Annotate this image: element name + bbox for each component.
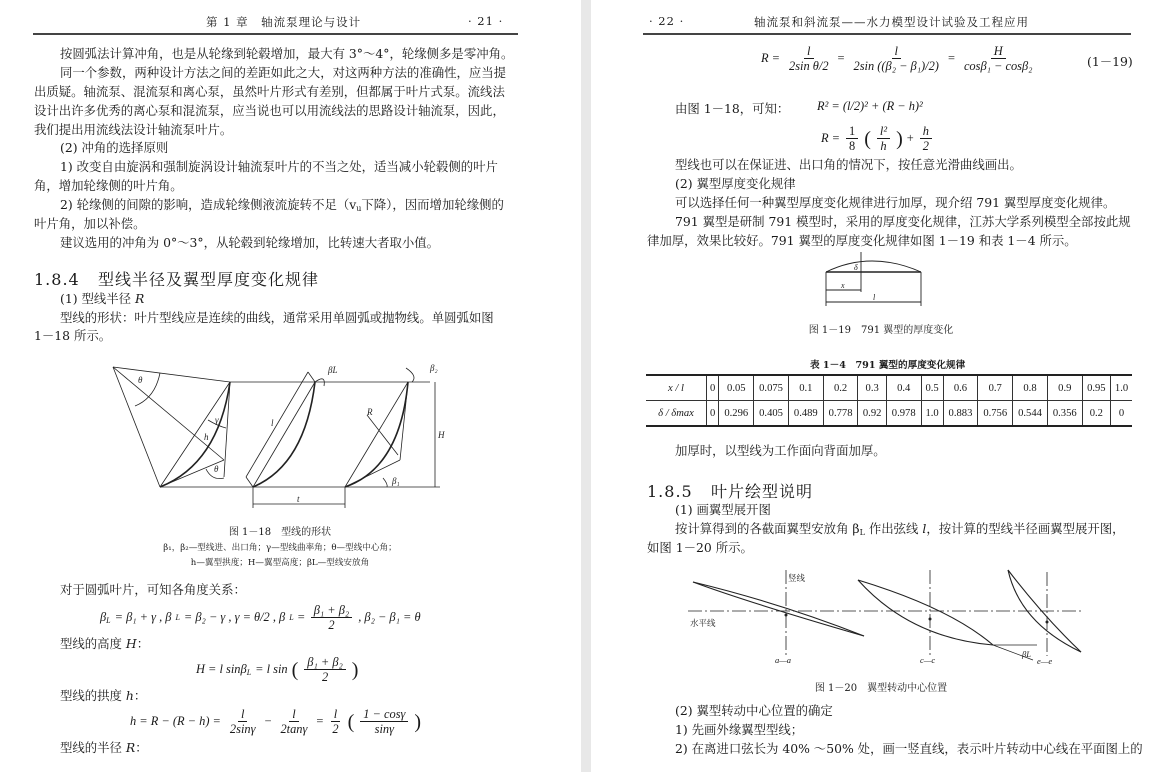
camber-equation: h = R − (R − h) = $\frac{l}{2\sin\gamma}$ − $\frac{l}{2\tan\gamma}$ = $\frac{l}{2}$ ( $\frac{1 - \cos\gamma}{\sin\gamma}$ ) — [130, 707, 422, 736]
equation-number: (1－19) — [1087, 54, 1133, 69]
svg-text:h: h — [204, 432, 209, 442]
thickness-table — [646, 374, 1132, 427]
chapter-header: 第 1 章 轴流泵理论与设计 — [206, 15, 362, 29]
figure-1-18-blade-profile — [100, 360, 460, 520]
header-rule — [33, 33, 518, 35]
paragraph: 出质疑。轴流泵、混流泵和离心泵，虽然叶片形式有差别，但都属于叶片式泵。流线法 — [34, 84, 505, 99]
paragraph: 叶片角，加以补偿。 — [34, 216, 146, 231]
table-title: 表 1－4 791 翼型的厚度变化规律 — [810, 360, 966, 371]
svg-text:R: R — [367, 407, 373, 417]
list-item: 2) 在离进口弦长为 40% ～50% 处，画一竖直线，表示叶片转动中心线在平面图上的 — [675, 741, 1143, 756]
section-heading: 1.8.4 型线半径及翼型厚度变化规律 — [34, 270, 319, 289]
paragraph: 型线的形状：叶片型线应是连续的曲线，通常采用单圆弧或抛物线。单圆弧如图 — [60, 310, 494, 325]
row-header: δ / δmax — [646, 401, 707, 427]
figure-caption: 图 1－19 791 翼型的厚度变化 — [808, 325, 954, 336]
figure-legend: h—翼型拱度；H—翼型高度；βL—型线安放角 — [190, 558, 370, 568]
page-gutter — [581, 0, 591, 772]
paragraph: 型线的拱度 h： — [60, 688, 147, 703]
figure-1-19-thickness — [821, 250, 951, 310]
svg-text:H: H — [438, 430, 445, 440]
paragraph: 加厚时，以型线为工作面向背面加厚。 — [675, 443, 886, 458]
header-rule — [643, 33, 1131, 35]
paragraph: 791 翼型是研制 791 模型时，采用的厚度变化规律，江苏大学系列模型全部按此规 — [675, 214, 1131, 229]
left-page — [0, 0, 581, 772]
angle-equation: $\beta_L$ = β₁ + γ , β L = β₂ − γ , γ = θ/2 , β L = $\frac{\text{β₁ + β₂}}{2}$ , β₂ − β₁ = θ — [100, 603, 421, 632]
equation-1-19: R = $\frac{l}{\text{2sin θ/2}}$ = $\frac{l}{\text{2sin ((β₂ − β₁)/2)}}$ = $\frac{H}{\text{cosβ₁ − cosβ₂}}$ — [761, 44, 1033, 73]
svg-text:e—e: e—e — [1037, 656, 1053, 666]
list-item: 1) 先画外缘翼型型线； — [675, 722, 804, 737]
paragraph: 按计算得到的各截面翼型安放角 $\beta_L$ 作出弦线 l，按计算的型线半径画翼型展开图， — [675, 521, 1125, 537]
paragraph: 2) 轮缘侧的间隙的影响，造成轮缘侧液流旋转不足（$v_u$下降），因而增加轮缘侧的 — [60, 197, 504, 213]
svg-text:δ: δ — [854, 263, 858, 272]
svg-text:c—c: c—c — [920, 655, 936, 665]
svg-text:β₂: β₂ — [430, 363, 438, 373]
subheading: (1) 型线半径 R — [60, 291, 145, 306]
svg-text:t: t — [297, 494, 300, 504]
svg-text:θ: θ — [214, 464, 219, 474]
book-title-header: 轴流泵和斜流泵——水力模型设计试验及工程应用 — [754, 15, 1029, 29]
figure-legend: β₁，β₂—型线进、出口角；γ—型线曲率角；θ—型线中心角； — [163, 543, 397, 553]
svg-text:l: l — [873, 293, 876, 302]
svg-text:θ: θ — [138, 375, 143, 385]
paragraph: 我们提出用流线法设计轴流泵叶片。 — [34, 122, 233, 137]
svg-text:水平线: 水平线 — [690, 618, 716, 628]
paragraph: 角，增加轮缘侧的叶片角。 — [34, 178, 183, 193]
equation-r: R = $\frac{1}{8}$ ( $\frac{\text{l²}}{h}$ ) + $\frac{h}{2}$ — [821, 124, 934, 153]
page-number: · 21 · — [468, 14, 504, 28]
svg-text:γ: γ — [215, 415, 219, 425]
paragraph: 型线的高度 H： — [60, 636, 150, 651]
section-heading: 1.8.5 叶片绘型说明 — [647, 482, 813, 501]
equation-r-squared: R² = (l/2)² + (R − h)² — [817, 99, 923, 113]
row-header: x / l — [646, 375, 707, 401]
paragraph: 同一个参数，两种设计方法之间的差距如此之大，对这两种方法的准确性，应当提 — [60, 65, 507, 80]
subheading: (2) 冲角的选择原则 — [60, 140, 169, 155]
figure-caption: 图 1－18 型线的形状 — [228, 527, 332, 538]
figure-caption: 图 1－20 翼型转动中心位置 — [814, 683, 948, 694]
paragraph: 建议选用的冲角为 0°～3°，从轮毂到轮缘增加，比转速大者取小值。 — [60, 235, 440, 250]
paragraph: 律加厚，效果比较好。791 翼型的厚度变化规律如图 1－19 和表 1－4 所示。 — [647, 233, 1077, 248]
subheading: (2) 翼型转动中心位置的确定 — [675, 703, 833, 718]
paragraph: 由图 1－18，可知： — [675, 101, 790, 116]
figure-1-20-rotation-center — [680, 568, 1100, 668]
svg-text:a—a: a—a — [775, 655, 792, 665]
paragraph: 可以选择任何一种翼型厚度变化规律进行加厚，现介绍 791 翼型厚度变化规律。 — [675, 195, 1116, 210]
table-row: x / l 0 0.05 0.075 0.1 0.2 0.3 0.4 0.5 0.6 0.7 0.8 0.9 0.95 1.0 — [646, 375, 1132, 401]
right-page — [591, 0, 1171, 772]
svg-text:l: l — [271, 418, 274, 428]
paragraph: 如图 1－20 所示。 — [647, 540, 753, 555]
height-equation: H = l sinβ$_L$ = l sin ( $\frac{\text{β₁ + β₂}}{2}$ ) — [196, 655, 359, 684]
table-row: δ / δmax 0 0.296 0.405 0.489 0.778 0.92 0.978 1.0 0.883 0.756 0.544 0.356 0.2 0 — [646, 401, 1132, 427]
paragraph: 按圆弧法计算冲角，也是从轮缘到轮毂增加，最大有 3°～4°，轮缘侧多是零冲角。 — [60, 46, 514, 61]
svg-text:x: x — [841, 281, 845, 290]
paragraph: 型线的半径 R： — [60, 740, 148, 755]
paragraph: 1) 改变自由旋涡和强制旋涡设计轴流泵叶片的不当之处，适当减小轮毂侧的叶片 — [60, 159, 498, 174]
svg-text:βL: βL — [328, 365, 338, 375]
paragraph: 设计出许多优秀的离心泵和混流泵，应当说也可以用流线法的思路设计轴流泵，因此， — [34, 103, 505, 118]
paragraph: 型线也可以在保证进、出口角的情况下，按任意光滑曲线画出。 — [675, 157, 1022, 172]
svg-text:βL: βL — [1022, 649, 1031, 659]
svg-text:β₁: β₁ — [392, 476, 400, 486]
paragraph: 1－18 所示。 — [34, 328, 112, 343]
page-number: · 22 · — [649, 14, 685, 28]
paragraph: 对于圆弧叶片，可知各角度关系： — [60, 582, 246, 597]
svg-text:竖线: 竖线 — [788, 573, 806, 583]
subheading: (1) 画翼型展开图 — [675, 502, 771, 517]
subheading: (2) 翼型厚度变化规律 — [675, 176, 796, 191]
